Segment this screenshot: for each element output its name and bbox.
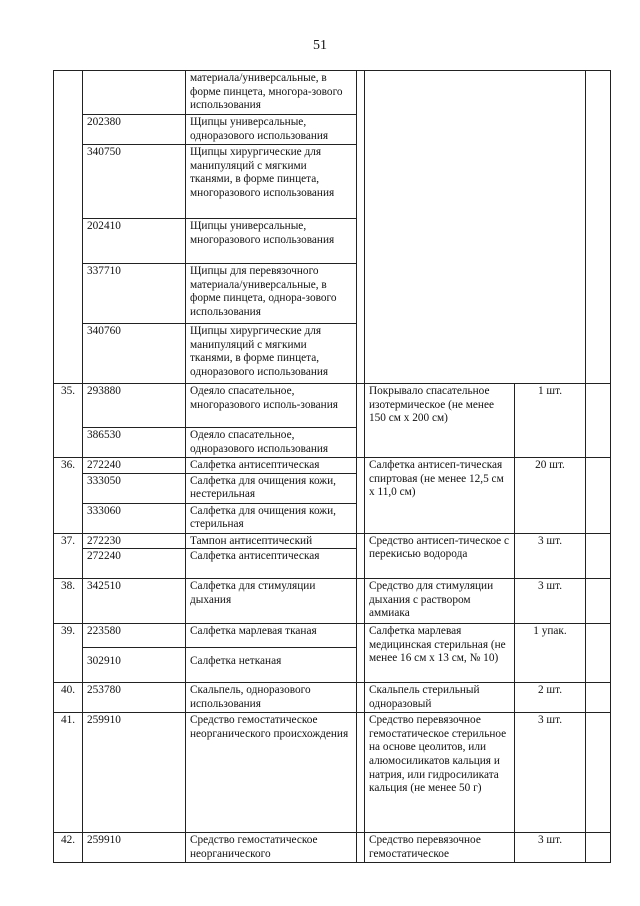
row-number — [54, 71, 83, 384]
note-cell — [586, 713, 611, 833]
requirement-cell — [365, 71, 586, 384]
quantity-cell: 1 упак. — [515, 624, 586, 683]
row-number: 41. — [54, 713, 83, 833]
table-row — [54, 71, 611, 115]
item-name: Щипцы хирургические для манипуляций с мягкими тканями, в форме пинцета, многоразового использования — [186, 145, 357, 219]
table-row — [54, 624, 611, 648]
item-code: 202380 — [83, 115, 186, 145]
note-cell — [586, 624, 611, 683]
spacer-cell — [357, 713, 365, 833]
quantity-cell: 3 шт. — [515, 533, 586, 579]
row-number: 42. — [54, 833, 83, 863]
item-code: 340750 — [83, 145, 186, 219]
table-row — [54, 683, 611, 713]
quantity-cell: 2 шт. — [515, 683, 586, 713]
requirement-cell: Салфетка антисеп-тическая спиртовая (не менее 12,5 см х 11,0 см) — [365, 458, 515, 534]
document-table — [53, 70, 611, 863]
row-number: 39. — [54, 624, 83, 683]
item-name: Одеяло спасательное, одноразового использования — [186, 428, 357, 458]
spacer-cell — [357, 71, 365, 384]
item-name: Одеяло спасательное, многоразового исполь-зования — [186, 384, 357, 428]
quantity-cell: 20 шт. — [515, 458, 586, 534]
spacer-cell — [357, 833, 365, 863]
item-code — [83, 71, 186, 115]
spacer-cell — [357, 624, 365, 683]
requirement-cell: Покрывало спасательное изотермическое (не менее 150 см х 200 см) — [365, 384, 515, 458]
note-cell — [586, 833, 611, 863]
note-cell — [586, 458, 611, 534]
item-code: 202410 — [83, 219, 186, 264]
spacer-cell — [357, 384, 365, 458]
spacer-cell — [357, 683, 365, 713]
item-code: 386530 — [83, 428, 186, 458]
quantity-cell: 1 шт. — [515, 384, 586, 458]
table-row — [54, 833, 611, 863]
requirement-cell: Средство перевязочное гемостатическое — [365, 833, 515, 863]
table-row — [54, 458, 611, 474]
quantity-cell: 3 шт. — [515, 713, 586, 833]
item-name: Салфетка антисептическая — [186, 458, 357, 474]
item-code: 333060 — [83, 503, 186, 533]
requirement-cell: Средство антисеп-тическое с перекисью водорода — [365, 533, 515, 579]
requirement-cell: Средство перевязочное гемостатическое стерильное на основе цеолитов, или алюмосиликатов кальция и натрия, или гидросиликата кальция (не менее 50 г) — [365, 713, 515, 833]
item-name: Салфетка для очищения кожи, нестерильная — [186, 473, 357, 503]
item-code: 333050 — [83, 473, 186, 503]
item-code: 253780 — [83, 683, 186, 713]
table-row — [54, 533, 611, 549]
row-number: 35. — [54, 384, 83, 458]
item-name: материала/универсальные, в форме пинцета, многора-зового использования — [186, 71, 357, 115]
note-cell — [586, 384, 611, 458]
note-cell — [586, 533, 611, 579]
note-cell — [586, 71, 611, 384]
row-number: 40. — [54, 683, 83, 713]
item-name: Салфетка марлевая тканая — [186, 624, 357, 648]
row-number: 36. — [54, 458, 83, 534]
note-cell — [586, 683, 611, 713]
item-name: Щипцы для перевязочного материала/универсальные, в форме пинцета, однора-зового использования — [186, 264, 357, 324]
item-name: Щипцы универсальные, многоразового использования — [186, 219, 357, 264]
row-number: 38. — [54, 579, 83, 624]
quantity-cell: 3 шт. — [515, 579, 586, 624]
spacer-cell — [357, 533, 365, 579]
item-code: 259910 — [83, 713, 186, 833]
spacer-cell — [357, 579, 365, 624]
table-row — [54, 579, 611, 624]
requirement-cell: Скальпель стерильный одноразовый — [365, 683, 515, 713]
item-name: Салфетка антисептическая — [186, 549, 357, 579]
item-name: Щипцы хирургические для манипуляций с мягкими тканями, в форме пинцета, одноразового использования — [186, 324, 357, 384]
item-code: 272240 — [83, 549, 186, 579]
table-row — [54, 713, 611, 833]
note-cell — [586, 579, 611, 624]
quantity-cell: 3 шт. — [515, 833, 586, 863]
item-name: Средство гемостатическое неорганического — [186, 833, 357, 863]
item-code: 302910 — [83, 648, 186, 683]
item-name: Скальпель, одноразового использования — [186, 683, 357, 713]
item-code: 223580 — [83, 624, 186, 648]
item-code: 272230 — [83, 533, 186, 549]
item-name: Щипцы универсальные, одноразового использования — [186, 115, 357, 145]
item-name: Салфетка нетканая — [186, 648, 357, 683]
item-code: 340760 — [83, 324, 186, 384]
item-code: 259910 — [83, 833, 186, 863]
row-number: 37. — [54, 533, 83, 579]
item-name: Салфетка для очищения кожи, стерильная — [186, 503, 357, 533]
item-name: Средство гемостатическое неорганического происхождения — [186, 713, 357, 833]
item-code: 272240 — [83, 458, 186, 474]
item-code: 342510 — [83, 579, 186, 624]
spacer-cell — [357, 458, 365, 534]
table-row — [54, 384, 611, 428]
item-code: 337710 — [83, 264, 186, 324]
requirement-cell: Салфетка марлевая медицинская стерильная (не менее 16 см х 13 см, № 10) — [365, 624, 515, 683]
page-number: 51 — [313, 38, 327, 53]
requirement-cell: Средство для стимуляции дыхания с раствором аммиака — [365, 579, 515, 624]
item-name: Салфетка для стимуляции дыхания — [186, 579, 357, 624]
item-code: 293880 — [83, 384, 186, 428]
item-name: Тампон антисептический — [186, 533, 357, 549]
